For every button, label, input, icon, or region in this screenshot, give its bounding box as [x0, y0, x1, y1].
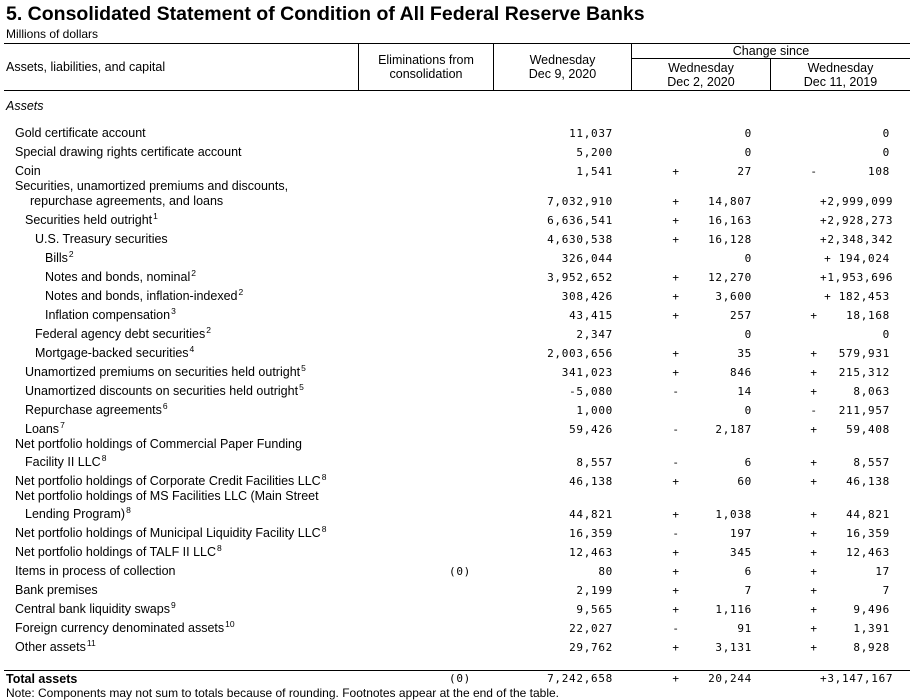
- row-label: [25, 384, 304, 398]
- footnote-ref: 9: [170, 600, 176, 610]
- row-label: [15, 164, 41, 178]
- row-label-text: Lending Program): [25, 507, 126, 521]
- footnote-ref: 4: [189, 344, 195, 354]
- footnote-ref: 2: [191, 268, 196, 278]
- wednesday-cell: 4,630,538: [547, 233, 613, 246]
- change2-value: 215,312: [838, 366, 890, 379]
- change1-sign: +: [672, 290, 680, 303]
- change1-sign: +: [672, 603, 680, 616]
- row-label-text: Net portfolio holdings of Commercial Paper Funding: [15, 437, 302, 451]
- row-label: [15, 564, 176, 578]
- change2-sign: +: [810, 641, 818, 654]
- change2-sign: +: [810, 366, 818, 379]
- total-rule: [4, 670, 910, 671]
- wednesday-cell: 9,565: [576, 603, 613, 616]
- change1-sign: -: [672, 423, 680, 436]
- row-label-text: Mortgage-backed securities: [35, 346, 189, 360]
- change1-value: 35: [737, 347, 752, 360]
- elim-cell: (0): [449, 672, 471, 685]
- change1-value: 2,187: [715, 423, 752, 436]
- row-label: [15, 145, 242, 159]
- change1-sign: +: [672, 309, 680, 322]
- footnote-ref: 8: [101, 453, 107, 463]
- change1-value: 1,116: [715, 603, 752, 616]
- wednesday-cell: 1,541: [576, 165, 613, 178]
- wednesday-cell: 59,426: [569, 423, 613, 436]
- change1-value: 0: [744, 252, 752, 265]
- col-header-change-dec11: Wednesday Dec 11, 2019: [803, 61, 878, 89]
- col-header-wednesday: Wednesday Dec 9, 2020: [528, 53, 597, 81]
- change2-value: 0: [882, 127, 890, 140]
- change1-sign: -: [672, 527, 680, 540]
- row-label-text: Loans: [25, 422, 60, 436]
- wednesday-cell: 29,762: [569, 641, 613, 654]
- change1-value: 197: [730, 527, 752, 540]
- row-label: [15, 526, 326, 540]
- change1-value: 1,038: [715, 508, 752, 521]
- change2-value: 59,408: [846, 423, 890, 436]
- row-label: [15, 621, 235, 635]
- units-label: Millions of dollars: [6, 27, 99, 41]
- change2-value: 8,928: [853, 641, 890, 654]
- change2-value: 16,359: [846, 527, 890, 540]
- col-header-eliminations: Eliminations from consolidation: [378, 53, 474, 81]
- change1-sign: -: [672, 385, 680, 398]
- wednesday-cell: 1,000: [576, 404, 613, 417]
- page-title: 5. Consolidated Statement of Condition of All Federal Reserve Banks: [6, 3, 645, 25]
- change1-sign: +: [672, 584, 680, 597]
- change2-sign: +: [810, 347, 818, 360]
- wednesday-cell: 326,044: [561, 252, 613, 265]
- change1-sign: +: [672, 672, 680, 685]
- change2-value: 44,821: [846, 508, 890, 521]
- change2-sign: +: [810, 565, 818, 578]
- change2-sign: +: [810, 508, 818, 521]
- row-label: [45, 251, 74, 265]
- change2-sign: +: [810, 423, 818, 436]
- wednesday-cell: 5,200: [576, 146, 613, 159]
- wednesday-cell: 11,037: [569, 127, 613, 140]
- wednesday-cell: 2,199: [576, 584, 613, 597]
- footnote-ref: 7: [60, 420, 65, 430]
- change2-sign: +: [810, 475, 818, 488]
- footnote-ref: 5: [299, 382, 304, 392]
- change1-value: 0: [744, 328, 752, 341]
- change1-sign: +: [672, 546, 680, 559]
- total-label: Total assets: [6, 672, 78, 686]
- change2-value: 9,496: [853, 603, 890, 616]
- wednesday-cell: -5,080: [569, 385, 613, 398]
- row-label: [35, 346, 194, 360]
- change2-value: 18,168: [846, 309, 890, 322]
- wednesday-cell: 7,242,658: [547, 672, 613, 685]
- wednesday-cell: 16,359: [569, 527, 613, 540]
- row-label: [25, 422, 65, 436]
- change2-value: 8,063: [853, 385, 890, 398]
- change2-value: 8,557: [853, 456, 890, 469]
- footnote-ref: 8: [321, 524, 327, 534]
- wednesday-cell: 43,415: [569, 309, 613, 322]
- footnote-ref: 2: [206, 325, 211, 335]
- col-header-change-dec2: Wednesday Dec 2, 2020: [667, 61, 735, 89]
- row-label-text: Net portfolio holdings of Corporate Credit Facilities LLC: [15, 474, 321, 488]
- change1-value: 20,244: [708, 672, 752, 685]
- row-label-text: Items in process of collection: [15, 564, 176, 578]
- change2-value: + 194,024: [824, 252, 890, 265]
- col-header-change-since: Change since: [732, 44, 810, 58]
- change1-value: 6: [744, 456, 752, 469]
- change2-sign: -: [810, 404, 818, 417]
- row-label-text: Bills: [45, 251, 68, 265]
- row-label-text: Foreign currency denominated assets: [15, 621, 225, 635]
- wednesday-cell: 6,636,541: [547, 214, 613, 227]
- row-label-text: Repurchase agreements: [25, 403, 162, 417]
- change2-value: 46,138: [846, 475, 890, 488]
- wednesday-cell: 308,426: [561, 290, 613, 303]
- row-label: [25, 365, 306, 379]
- row-label-text: Securities held outright: [25, 213, 153, 227]
- row-label: [15, 179, 288, 193]
- row-label: [15, 602, 176, 616]
- wednesday-cell: 341,023: [561, 366, 613, 379]
- row-label-text: Net portfolio holdings of MS Facilities LLC (Main Street: [15, 489, 319, 503]
- footnote-ref: 2: [68, 249, 74, 259]
- change1-value: 14: [737, 385, 752, 398]
- footnote-ref: 5: [301, 363, 306, 373]
- change2-value: 0: [882, 328, 890, 341]
- change1-sign: -: [672, 456, 680, 469]
- footnote-ref: 11: [86, 638, 96, 648]
- wednesday-cell: 7,032,910: [547, 195, 613, 208]
- wednesday-cell: 2,003,656: [547, 347, 613, 360]
- footnote-ref: 10: [225, 619, 235, 629]
- change1-value: 7: [744, 584, 752, 597]
- change1-sign: +: [672, 565, 680, 578]
- change2-value: 0: [882, 146, 890, 159]
- change2-value: 1,391: [853, 622, 890, 635]
- wednesday-cell: 3,952,652: [547, 271, 613, 284]
- col-header-assets: Assets, liabilities, and capital: [6, 60, 166, 74]
- change1-sign: +: [672, 271, 680, 284]
- row-label: [15, 640, 96, 654]
- change2-value: 7: [882, 584, 890, 597]
- row-label-text: Inflation compensation: [45, 308, 171, 322]
- row-label: [25, 403, 168, 417]
- row-label-text: repurchase agreements, and loans: [30, 194, 224, 208]
- row-label-text: Net portfolio holdings of TALF II LLC: [15, 545, 217, 559]
- change1-value: 257: [730, 309, 752, 322]
- change2-value: +1,953,696: [820, 271, 894, 284]
- change2-value: 17: [875, 565, 890, 578]
- wednesday-cell: 80: [598, 565, 613, 578]
- row-label: [15, 489, 319, 503]
- wednesday-cell: 46,138: [569, 475, 613, 488]
- footnote: Note: Components may not sum to totals because of rounding. Footnotes appear at the end of the table.: [6, 686, 560, 700]
- row-label-text: U.S. Treasury securities: [35, 232, 168, 246]
- footnote-ref: 8: [126, 505, 131, 515]
- wednesday-cell: 12,463: [569, 546, 613, 559]
- row-label: [45, 308, 176, 322]
- change1-value: 60: [737, 475, 752, 488]
- row-label-text: Unamortized premiums on securities held outright: [25, 365, 301, 379]
- footnote-ref: 1: [153, 211, 158, 221]
- wednesday-cell: 2,347: [576, 328, 613, 341]
- row-label-text: Net portfolio holdings of Municipal Liquidity Facility LLC: [15, 526, 321, 540]
- row-label-text: Coin: [15, 164, 41, 178]
- change2-sign: +: [810, 385, 818, 398]
- row-label-continued: [30, 194, 223, 208]
- row-label-text: Bank premises: [15, 583, 98, 597]
- row-label-text: Facility II LLC: [25, 455, 101, 469]
- row-label: [15, 437, 302, 451]
- row-label-text: Special drawing rights certificate account: [15, 145, 242, 159]
- change1-value: 27: [737, 165, 752, 178]
- change2-sign: -: [810, 165, 818, 178]
- change1-value: 345: [730, 546, 752, 559]
- change1-sign: +: [672, 233, 680, 246]
- row-label-text: Other assets: [15, 640, 86, 654]
- change1-sign: +: [672, 347, 680, 360]
- row-label-text: Unamortized discounts on securities held outright: [25, 384, 299, 398]
- change1-sign: -: [672, 622, 680, 635]
- change2-value: 12,463: [846, 546, 890, 559]
- change2-value: + 182,453: [824, 290, 890, 303]
- change1-value: 16,163: [708, 214, 752, 227]
- change1-value: 12,270: [708, 271, 752, 284]
- footnote-ref: 8: [217, 543, 222, 553]
- change2-sign: +: [810, 622, 818, 635]
- wednesday-cell: 8,557: [576, 456, 613, 469]
- row-label-text: Federal agency debt securities: [35, 327, 206, 341]
- change1-sign: +: [672, 214, 680, 227]
- change1-value: 6: [744, 565, 752, 578]
- change1-sign: +: [672, 165, 680, 178]
- change2-value: +3,147,167: [820, 672, 894, 685]
- row-label: [45, 289, 243, 303]
- footnote-ref: 2: [238, 287, 244, 297]
- change1-sign: +: [672, 195, 680, 208]
- wednesday-cell: 44,821: [569, 508, 613, 521]
- row-label-continued: [25, 507, 131, 521]
- change2-value: 579,931: [838, 347, 890, 360]
- change1-value: 14,807: [708, 195, 752, 208]
- change2-sign: +: [810, 456, 818, 469]
- change1-value: 846: [730, 366, 752, 379]
- section-heading: Assets: [6, 99, 44, 113]
- wednesday-cell: 22,027: [569, 622, 613, 635]
- row-label: [15, 545, 222, 559]
- change2-sign: +: [810, 584, 818, 597]
- row-label-continued: [25, 455, 106, 469]
- footnote-ref: 3: [171, 306, 176, 316]
- change2-sign: +: [810, 527, 818, 540]
- change1-sign: +: [672, 366, 680, 379]
- change1-sign: +: [672, 475, 680, 488]
- row-label: [15, 126, 146, 140]
- change2-value: +2,928,273: [820, 214, 894, 227]
- header-bottom-rule: [4, 90, 910, 91]
- change2-value: +2,999,099: [820, 195, 894, 208]
- change1-value: 3,600: [715, 290, 752, 303]
- row-label: [35, 327, 211, 341]
- footnote-ref: 6: [162, 401, 168, 411]
- row-label: [15, 474, 326, 488]
- footnote-ref: 8: [321, 472, 327, 482]
- change2-sign: +: [810, 546, 818, 559]
- row-label-text: Central bank liquidity swaps: [15, 602, 170, 616]
- change2-value: 211,957: [838, 404, 890, 417]
- change1-value: 91: [737, 622, 752, 635]
- change2-sign: +: [810, 603, 818, 616]
- row-label: [45, 270, 196, 284]
- change1-sign: +: [672, 508, 680, 521]
- row-label-text: Gold certificate account: [15, 126, 146, 140]
- row-label: [35, 232, 168, 246]
- change1-value: 0: [744, 146, 752, 159]
- row-label: [15, 583, 98, 597]
- change1-value: 0: [744, 404, 752, 417]
- change1-sign: +: [672, 641, 680, 654]
- change1-value: 0: [744, 127, 752, 140]
- change1-value: 16,128: [708, 233, 752, 246]
- row-label-text: Notes and bonds, nominal: [45, 270, 191, 284]
- row-label: [25, 213, 158, 227]
- change2-sign: +: [810, 309, 818, 322]
- change2-value: +2,348,342: [820, 233, 894, 246]
- row-label-text: Securities, unamortized premiums and discounts,: [15, 179, 289, 193]
- row-label-text: Notes and bonds, inflation-indexed: [45, 289, 238, 303]
- change1-value: 3,131: [715, 641, 752, 654]
- elim-cell: (0): [449, 565, 471, 578]
- change2-value: 108: [868, 165, 890, 178]
